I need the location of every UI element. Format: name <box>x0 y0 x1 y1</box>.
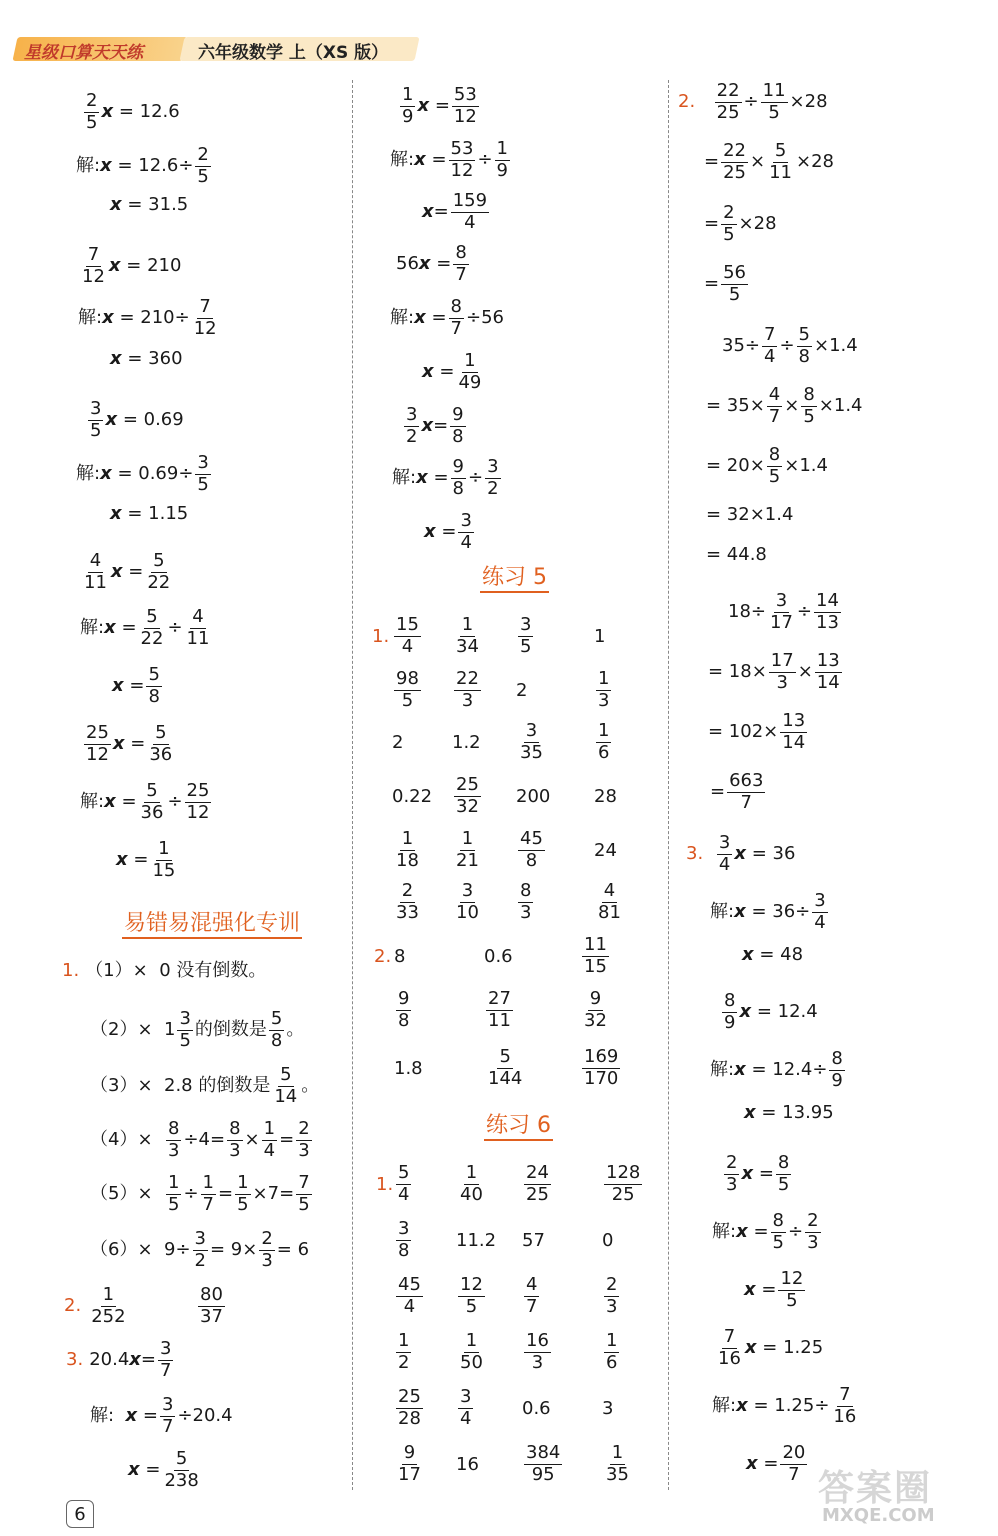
answer-cell <box>392 670 423 711</box>
fraction <box>394 616 421 657</box>
easy-q2: 80 37 <box>200 1284 223 1327</box>
calc-step: 8 9 x = 12.4 <box>724 990 818 1033</box>
easy-q2: 2. 1 252 <box>64 1284 126 1327</box>
easy-q3: 解: x = $\frac{3}{7}$ ÷20.4 <box>90 1394 233 1437</box>
answer-cell <box>594 840 617 861</box>
answer-cell <box>394 1332 413 1373</box>
answer-cell <box>452 670 483 711</box>
fraction <box>582 1048 620 1089</box>
numerator: 3 <box>398 1218 410 1239</box>
answer-cell <box>456 1230 496 1251</box>
numerator: 16 <box>526 1330 549 1351</box>
answer-value: 0.6 <box>522 1398 551 1419</box>
fraction <box>518 722 545 763</box>
numerator: 1 <box>461 614 474 635</box>
easy-item-2: （2）× 1 3 5 的倒数是 5 8 。 <box>90 1008 305 1051</box>
section-title-practice-6: 练习 6 <box>484 1114 553 1141</box>
numerator: 12 <box>460 1274 483 1295</box>
denominator: 25 <box>611 1183 635 1205</box>
fraction <box>524 1164 551 1205</box>
calc-step: 2 3 x = $\frac{8}{5}$ <box>726 1152 790 1195</box>
answer-cell <box>394 946 405 967</box>
answer-cell <box>392 786 432 807</box>
equation: x = 1.15 <box>110 503 189 524</box>
numerator: 1 <box>611 1442 624 1463</box>
answer-value: 1.8 <box>394 1058 423 1079</box>
denominator: 7 <box>526 1295 538 1317</box>
easy-item-1: 1. （1）× 0 没有倒数。 <box>62 960 267 981</box>
q-number: 1. <box>372 626 390 647</box>
header-title: 六年级数学 上（XS 版） <box>198 43 389 63</box>
calc-step: = $\frac{56}{5}$ <box>704 262 746 305</box>
fraction <box>396 1388 423 1429</box>
answer-cell <box>456 1332 487 1373</box>
denominator: 17 <box>398 1463 421 1485</box>
fraction <box>604 1276 619 1317</box>
numerator: 1 <box>465 1162 478 1183</box>
calc-step: x = $\frac{12}{5}$ <box>744 1268 804 1311</box>
answer-cell <box>392 616 423 657</box>
equation: 解: x = 210÷ $\frac{7}{12}$ <box>78 296 217 339</box>
denominator: 81 <box>598 901 621 923</box>
answer-cell <box>516 882 535 923</box>
easy-item-4: （4）× $\frac{8}{3}$ ÷4 = $\frac{8}{3}$ × $\frac{1}{4}$ = $\frac{2}{3}$ <box>90 1118 310 1161</box>
equation: x = $\frac{159}{4}$ <box>422 190 488 233</box>
answer-cell <box>522 1398 551 1419</box>
answer-cell <box>594 786 617 807</box>
header-brand: 星级口算天天练 <box>24 43 143 63</box>
fraction <box>396 1332 411 1373</box>
answer-cell <box>594 670 613 711</box>
fraction <box>454 776 481 817</box>
answer-value: 0.22 <box>392 786 433 807</box>
calc-step: 解: x = $\frac{8}{5}$ ÷ $\frac{2}{3}$ <box>712 1210 819 1253</box>
answer-cell <box>516 616 535 657</box>
answer-value: 16 <box>456 1454 479 1475</box>
equation: 25 12 x = $\frac{5}{36}$ <box>86 722 173 765</box>
answer-value: 3 <box>602 1398 614 1419</box>
denominator: 5 <box>465 1295 478 1317</box>
denominator: 28 <box>398 1407 421 1429</box>
calc-step: = $\frac{22}{25}$ × $\frac{5}{11}$ ×28 <box>704 140 834 183</box>
equation: 2 5 x = 12.6 <box>86 90 180 133</box>
answer-value: 11.2 <box>456 1230 497 1251</box>
denominator: 8 <box>398 1239 410 1261</box>
denominator: 8 <box>398 1009 410 1031</box>
calc-step: 18÷ $\frac{3}{17}$ ÷ $\frac{14}{13}$ <box>728 590 839 633</box>
answer-cell <box>594 882 625 923</box>
denominator: 10 <box>456 901 479 923</box>
answer-value: 8 <box>394 946 406 967</box>
numerator: 1 <box>598 668 610 689</box>
calc-step: = 35× $\frac{4}{7}$ × $\frac{8}{5}$ ×1.4 <box>706 384 863 427</box>
fraction <box>596 670 611 711</box>
calc-step: = $\frac{2}{5}$ ×28 <box>704 202 777 245</box>
numerator: 98 <box>396 668 419 689</box>
answer-cell <box>394 990 413 1031</box>
denominator: 3 <box>606 1295 618 1317</box>
section-title-easy: 易错易混强化专训 <box>122 912 302 939</box>
calc-step: 2. $\frac{22}{25}$ ÷ $\frac{11}{5}$ ×28 <box>678 80 828 123</box>
calc-step: = 32×1.4 <box>706 504 794 525</box>
calc-step: 35÷ $\frac{7}{4}$ ÷ $\frac{5}{8}$ ×1.4 <box>722 324 858 367</box>
equation: x = 360 <box>110 348 183 369</box>
answer-cell <box>394 1058 423 1079</box>
answer-value: 24 <box>594 840 617 861</box>
calc-step: x = 13.95 <box>744 1102 834 1123</box>
easy-item-5: （5）× $\frac{1}{5}$ ÷ $\frac{1}{7}$ = $\frac{1}{5}$ ×7 = $\frac{7}{5}$ <box>90 1172 310 1215</box>
answer-cell <box>594 626 605 647</box>
numerator: 128 <box>606 1162 641 1183</box>
answer-cell <box>394 1444 425 1485</box>
column-divider <box>668 80 669 1490</box>
numerator: 169 <box>584 1046 619 1067</box>
answer-cell <box>522 1230 545 1251</box>
fraction <box>604 1332 619 1373</box>
fraction <box>454 830 481 871</box>
numerator: 1 <box>606 1330 618 1351</box>
numerator: 3 <box>461 880 474 901</box>
numerator: 11 <box>584 934 607 955</box>
denominator: 144 <box>488 1067 523 1089</box>
answer-value: 28 <box>594 786 617 807</box>
equation: 解: x = 12.6÷ $\frac{2}{5}$ <box>76 144 209 187</box>
calc-step: 7 16 x = 1.25 <box>718 1326 824 1369</box>
equation: 7 12 x = 210 <box>82 244 182 287</box>
answer-cell <box>392 882 423 923</box>
numerator: 15 <box>396 614 419 635</box>
calc-step: = $\frac{663}{7}$ <box>710 770 764 813</box>
watermark-logo: 答案圈 <box>818 1468 933 1509</box>
fraction <box>454 882 481 923</box>
answer-cell <box>516 722 547 763</box>
fraction <box>454 616 481 657</box>
numerator: 27 <box>488 988 511 1009</box>
fraction <box>458 1276 485 1317</box>
equation: 4 11 x = $\frac{5}{22}$ <box>84 550 171 593</box>
calc-step: 解: x = 36÷ $\frac{3}{4}$ <box>710 890 826 933</box>
denominator: 95 <box>531 1463 555 1485</box>
equation: 1 9 x = $\frac{53}{12}$ <box>402 84 477 127</box>
fraction <box>524 1444 562 1485</box>
numerator: 24 <box>526 1162 549 1183</box>
answer-cell <box>602 1444 633 1485</box>
numerator: 1 <box>398 1330 410 1351</box>
answer-cell <box>580 1048 622 1089</box>
denominator: 3 <box>461 689 474 711</box>
answer-cell <box>452 882 483 923</box>
answer-value: 57 <box>522 1230 545 1251</box>
equation: x = 31.5 <box>110 194 189 215</box>
answer-cell <box>522 1164 553 1205</box>
denominator: 21 <box>456 849 479 871</box>
equation: 3 2 x = $\frac{9}{8}$ <box>406 404 464 447</box>
equation: 解: x = $\frac{8}{7}$ ÷56 <box>390 296 504 339</box>
numerator: 9 <box>403 1442 416 1463</box>
fraction <box>458 1332 485 1373</box>
fraction <box>582 936 609 977</box>
fraction <box>518 616 533 657</box>
numerator: 8 <box>520 880 532 901</box>
answer-cell <box>522 1276 541 1317</box>
answer-cell <box>522 1444 564 1485</box>
denominator: 32 <box>456 795 479 817</box>
denominator: 5 <box>520 635 532 657</box>
denominator: 2 <box>398 1351 410 1373</box>
answer-cell <box>394 1220 413 1261</box>
denominator: 15 <box>584 955 607 977</box>
fraction <box>486 1048 524 1089</box>
equation: x = $\frac{3}{4}$ <box>424 510 472 553</box>
answer-cell <box>456 1388 475 1429</box>
watermark-url: MXQE.COM <box>822 1505 935 1526</box>
fraction <box>582 990 609 1031</box>
numerator: 2 <box>401 880 414 901</box>
equation: 解: x = $\frac{5}{36}$ ÷ $\frac{25}{12}$ <box>80 780 210 823</box>
fraction <box>396 1220 411 1261</box>
numerator: 25 <box>456 774 479 795</box>
answer-cell <box>456 1276 487 1317</box>
denominator: 4 <box>401 635 414 657</box>
fraction <box>596 722 611 763</box>
denominator: 18 <box>396 849 419 871</box>
numerator: 22 <box>456 668 479 689</box>
answer-cell <box>580 936 611 977</box>
answer-cell <box>602 1230 613 1251</box>
numerator: 2 <box>606 1274 618 1295</box>
equation: 解: x = $\frac{5}{22}$ ÷ $\frac{4}{11}$ <box>80 606 210 649</box>
answer-value: 1.2 <box>452 732 481 753</box>
numerator: 45 <box>520 828 543 849</box>
answer-cell <box>392 732 403 753</box>
calc-step: 解: x = 12.4÷ $\frac{8}{9}$ <box>710 1048 843 1091</box>
answer-cell <box>602 1164 644 1205</box>
equation: x = $\frac{1}{15}$ <box>116 838 176 881</box>
calc-step: = 20× $\frac{8}{5}$ ×1.4 <box>706 444 828 487</box>
answer-cell <box>452 732 481 753</box>
numerator: 5 <box>499 1046 511 1067</box>
calc-step: 3. 3 4 x = 36 <box>686 832 796 875</box>
denominator: 40 <box>460 1183 483 1205</box>
answer-cell <box>456 1164 487 1205</box>
denominator: 50 <box>460 1351 483 1373</box>
numerator: 9 <box>398 988 410 1009</box>
numerator: 3 <box>460 1386 472 1407</box>
answer-cell <box>602 1398 613 1419</box>
denominator: 4 <box>398 1183 410 1205</box>
denominator: 170 <box>584 1067 619 1089</box>
fraction <box>396 1164 411 1205</box>
denominator: 11 <box>488 1009 511 1031</box>
answer-value: 0 <box>602 1230 614 1251</box>
denominator: 5 <box>401 689 414 711</box>
numerator: 384 <box>526 1442 561 1463</box>
answer-cell <box>516 680 527 701</box>
answer-cell <box>602 1332 621 1373</box>
calc-step: = 44.8 <box>706 544 767 565</box>
calc-step: = 18× $\frac{17}{3}$ × $\frac{13}{14}$ <box>708 650 840 693</box>
numerator: 3 <box>525 720 538 741</box>
fraction <box>394 670 421 711</box>
numerator: 9 <box>589 988 602 1009</box>
page-number: 6 <box>66 1500 94 1528</box>
answer-cell <box>394 1164 413 1205</box>
denominator: 35 <box>606 1463 629 1485</box>
equation: x = $\frac{5}{8}$ <box>112 664 160 707</box>
answer-cell <box>522 1332 553 1373</box>
answer-value: 2 <box>516 680 528 701</box>
numerator: 45 <box>398 1274 421 1295</box>
fraction <box>518 830 545 871</box>
answer-cell <box>452 830 483 871</box>
equation: 解: x = $\frac{9}{8}$ ÷ $\frac{3}{2}$ <box>392 456 499 499</box>
answer-cell <box>394 1388 425 1429</box>
section-title-practice-5: 练习 5 <box>480 566 549 593</box>
answer-cell <box>516 830 547 871</box>
denominator: 3 <box>598 689 610 711</box>
answer-cell <box>516 786 550 807</box>
denominator: 6 <box>598 741 610 763</box>
fraction <box>458 1388 473 1429</box>
calc-step: x = $\frac{20}{7}$ <box>746 1442 806 1485</box>
equation: 解: x = $\frac{53}{12}$ ÷ $\frac{1}{9}$ <box>390 138 508 181</box>
answer-cell <box>452 616 483 657</box>
equation: 3 5 x = 0.69 <box>90 398 184 441</box>
easy-item-6: （6）× 9÷ $\frac{3}{2}$ = 9× $\frac{2}{3}$ = 6 <box>90 1228 310 1271</box>
easy-q3: 3. 20.4 x = $\frac{3}{7}$ <box>66 1338 172 1381</box>
denominator: 35 <box>520 741 543 763</box>
answer-value: 200 <box>516 786 551 807</box>
numerator: 1 <box>461 828 474 849</box>
fraction <box>604 1444 631 1485</box>
denominator: 34 <box>456 635 479 657</box>
easy-q3: x = $\frac{5}{238}$ <box>128 1448 199 1491</box>
answer-cell <box>394 1276 425 1317</box>
denominator: 33 <box>396 901 419 923</box>
answer-value: 0.6 <box>484 946 513 967</box>
fraction <box>394 882 421 923</box>
denominator: 8 <box>525 849 538 871</box>
fraction <box>458 1164 485 1205</box>
fraction <box>604 1164 642 1205</box>
answer-cell <box>594 722 613 763</box>
denominator: 3 <box>531 1351 544 1373</box>
equation: 56 x = $\frac{8}{7}$ <box>396 242 467 285</box>
q-number: 2. <box>374 946 392 967</box>
answer-cell <box>580 990 611 1031</box>
fraction <box>396 1444 423 1485</box>
answer-cell <box>452 776 483 817</box>
denominator: 32 <box>584 1009 607 1031</box>
fraction <box>454 670 481 711</box>
answer-cell <box>602 1276 621 1317</box>
denominator: 3 <box>520 901 532 923</box>
fraction <box>396 990 411 1031</box>
fraction <box>524 1276 539 1317</box>
answer-value: 2 <box>392 732 404 753</box>
denominator: 4 <box>403 1295 416 1317</box>
fraction <box>596 882 623 923</box>
numerator: 1 <box>401 828 414 849</box>
numerator: 3 <box>520 614 532 635</box>
answer-cell <box>484 990 515 1031</box>
denominator: 4 <box>460 1407 472 1429</box>
numerator: 25 <box>398 1386 421 1407</box>
q-number: 1. <box>376 1174 394 1195</box>
calc-step: 解: x = 1.25÷ $\frac{7}{16}$ <box>712 1384 857 1427</box>
denominator: 25 <box>526 1183 549 1205</box>
fraction <box>518 882 533 923</box>
equation: 解: x = 0.69÷ $\frac{3}{5}$ <box>76 452 209 495</box>
numerator: 4 <box>526 1274 538 1295</box>
answer-value: 1 <box>594 626 606 647</box>
fraction <box>394 830 421 871</box>
numerator: 5 <box>398 1162 410 1183</box>
calc-step: = 102× $\frac{13}{14}$ <box>708 710 806 753</box>
equation: x = $\frac{1}{49}$ <box>422 350 482 393</box>
answer-cell <box>456 1454 479 1475</box>
column-divider <box>352 80 353 1490</box>
numerator: 4 <box>603 880 616 901</box>
calc-step: x = 48 <box>742 944 804 965</box>
numerator: 1 <box>598 720 610 741</box>
easy-item-3: （3）× 2.8 的倒数是 5 14 。 <box>90 1064 320 1107</box>
answer-cell <box>392 830 423 871</box>
fraction <box>396 1276 423 1317</box>
denominator: 6 <box>606 1351 618 1373</box>
numerator: 1 <box>465 1330 478 1351</box>
answer-cell <box>484 1048 526 1089</box>
answer-cell <box>484 946 513 967</box>
fraction <box>486 990 513 1031</box>
fraction <box>524 1332 551 1373</box>
